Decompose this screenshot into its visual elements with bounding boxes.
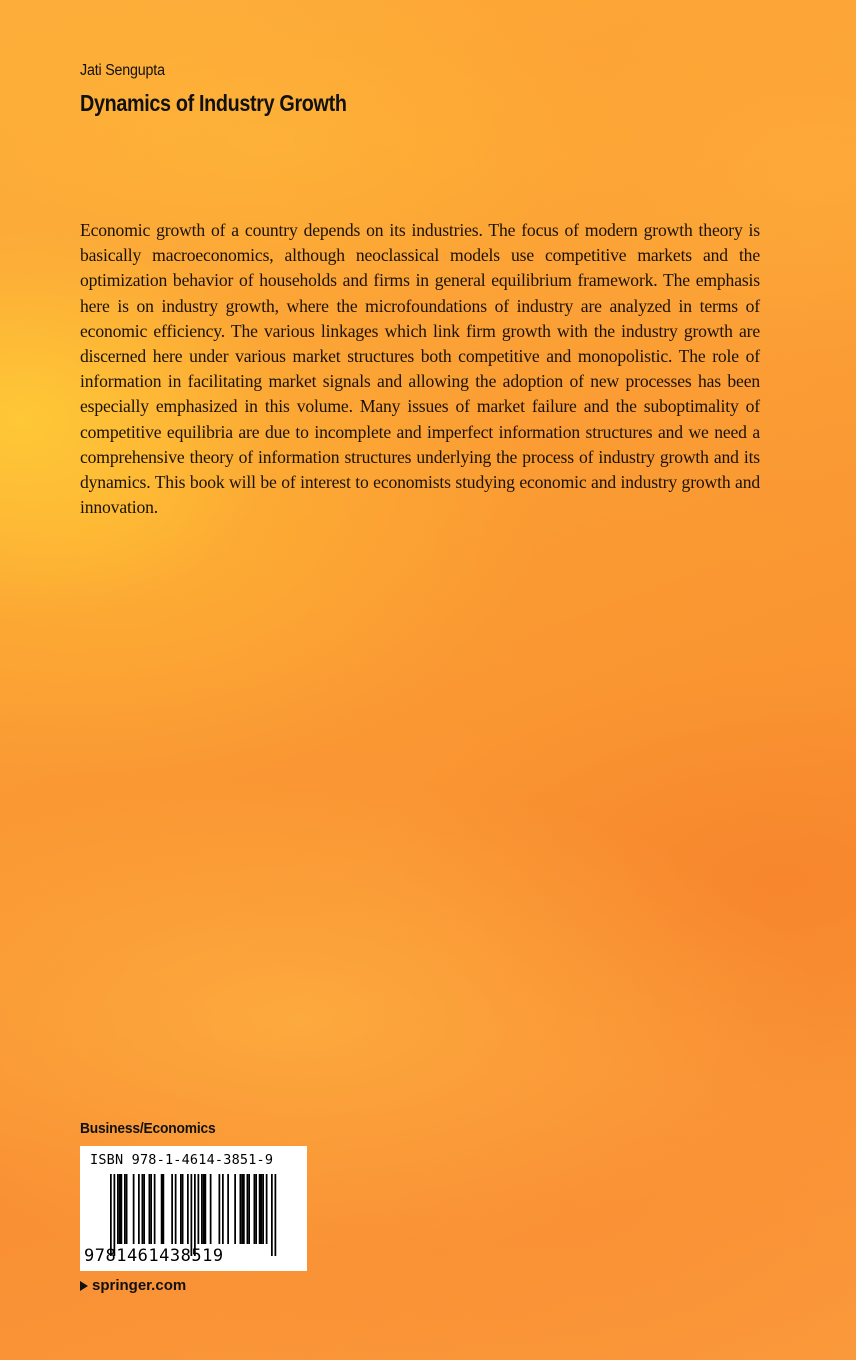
barcode-bar xyxy=(219,1174,221,1244)
barcode-bar xyxy=(171,1174,173,1244)
barcode-bar xyxy=(198,1174,200,1244)
barcode-bar xyxy=(161,1174,163,1244)
author-name: Jati Sengupta xyxy=(80,62,165,79)
barcode-bar xyxy=(121,1174,123,1244)
barcode-bar xyxy=(240,1174,242,1244)
barcode-guard-bar xyxy=(191,1174,193,1256)
barcode-guard-bar xyxy=(271,1174,273,1256)
barcode-bar xyxy=(248,1174,250,1244)
isbn-label: ISBN 978-1-4614-3851-9 xyxy=(90,1152,274,1168)
barcode-bar xyxy=(203,1174,205,1244)
barcode-bar xyxy=(222,1174,224,1244)
barcode-bar xyxy=(150,1174,152,1244)
barcode-bar xyxy=(138,1174,140,1244)
barcode-bar xyxy=(180,1174,182,1244)
barcode-bar xyxy=(210,1174,212,1244)
barcode-bar xyxy=(117,1174,119,1244)
barcode-bar xyxy=(154,1174,156,1244)
barcode-bar xyxy=(234,1174,236,1244)
barcode-guard-bar xyxy=(114,1174,116,1256)
barcode-bar xyxy=(187,1174,189,1244)
barcode-bar xyxy=(163,1174,165,1244)
barcode-bar xyxy=(259,1174,261,1244)
barcode-bar xyxy=(205,1174,207,1244)
book-title: Dynamics of Industry Growth xyxy=(80,90,347,116)
barcode-bar xyxy=(142,1174,144,1244)
barcode-guard-bar xyxy=(110,1174,112,1256)
book-description: Economic growth of a country depends on its industries. The focus of modern growth theory is basically macroeconomics, although neoclassical models use competitive markets and the optimization behavior of households and firms in general equilibrium framework. The emphasis here is on industry growth, where the microfoundations of industry are analyzed in terms of economic efficiency. The various linkages which link firm growth with the industry growth are discerned here under various market structures both competitive and monopolistic. The role of information in facilitating market signals and allowing the adoption of new processes has been especially emphasized in this volume. Many issues of market failure and the suboptimality of competitive equilibria are due to incomplete and imperfect information structures and we need a comprehensive theory of information structures underlying the process of industry growth and its dynamics. This book will be of interest to economists studying economic and industry growth and innovation. xyxy=(80,220,760,518)
publisher-website[interactable] xyxy=(80,1277,186,1294)
barcode-guard-bar xyxy=(194,1174,196,1256)
barcode-bar xyxy=(262,1174,264,1244)
barcode-bar xyxy=(124,1174,126,1244)
barcode-bar xyxy=(143,1174,145,1244)
barcode-bar xyxy=(182,1174,184,1244)
barcode-bar xyxy=(266,1174,268,1244)
barcode-bar xyxy=(255,1174,257,1244)
barcode-bar xyxy=(241,1174,243,1244)
barcode-guard-bar xyxy=(275,1174,277,1256)
barcode-bar xyxy=(201,1174,203,1244)
barcode-bar xyxy=(247,1174,249,1244)
ean-digits: 9781461438519 xyxy=(84,1246,224,1266)
isbn-barcode xyxy=(80,1146,307,1271)
barcode-bar xyxy=(243,1174,245,1244)
barcode-bar xyxy=(133,1174,135,1244)
barcode-bar xyxy=(119,1174,121,1244)
publisher-website-label: springer.com xyxy=(92,1277,187,1294)
barcode-bar xyxy=(126,1174,128,1244)
barcode-bar xyxy=(175,1174,177,1244)
barcode-bar xyxy=(149,1174,151,1244)
subject-category: Business/Economics xyxy=(80,1120,216,1137)
barcode-bar xyxy=(261,1174,263,1244)
barcode-bar xyxy=(254,1174,256,1244)
arrow-right-icon xyxy=(80,1281,88,1291)
barcode-bar xyxy=(227,1174,229,1244)
